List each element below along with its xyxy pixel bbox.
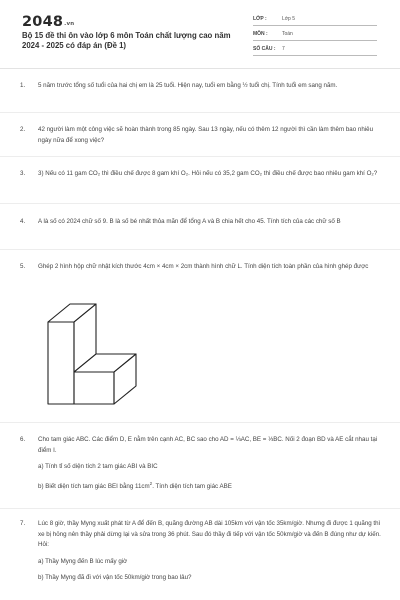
document-header xyxy=(0,0,400,62)
fraction: ⅓ xyxy=(268,436,274,443)
meta-subject-value: Toán xyxy=(282,31,293,37)
question-text: Cho tam giác ABC. Các điểm D, E nằm trên cạnh AC, BC sao cho AD = ⅓AC, BE = ⅓BC. Nối 2 đoạn BD và AE cắt nhau tại điểm I. a) Tính tỉ số diện tích 2 tam giác ABI và BIC b) Biết diện tích tam giác BEI bằng $11cm^2$. Tính diện tích tam giác ABE xyxy=(38,435,383,492)
meta-count-row xyxy=(253,44,377,56)
question-number: 5. xyxy=(20,263,26,270)
figure-face xyxy=(48,304,96,322)
question-number: 3. xyxy=(20,170,26,177)
meta-count-label: SỐ CÂU : xyxy=(253,46,276,52)
meta-class-row xyxy=(253,14,377,26)
sub-question-b: b) Thầy Myng đã đi với vận tốc 50km/giờ trong bao lâu? xyxy=(38,574,192,581)
figure-face xyxy=(114,354,136,404)
question-separator xyxy=(0,422,400,423)
question-text: 3) Nếu có 11 gam CO₂ thì điều chế được 8 gam khí O₂. Hỏi nếu có 35,2 gam CO₂ thì điều chế được bao nhiêu gam khí O₂? xyxy=(38,170,378,177)
question-separator xyxy=(0,203,400,204)
sub-question-a: a) Thầy Myng đến B lúc mấy giờ xyxy=(38,557,128,565)
question-text: 5 năm trước tổng số tuổi của hai chị em là 25 tuổi. Hiện nay, tuổi em bằng ½ tuổi chị. Tính tuổi em sang năm. xyxy=(38,82,338,89)
figure-face xyxy=(74,372,114,404)
meta-class-label: LỚP : xyxy=(253,16,267,22)
question-separator xyxy=(0,508,400,509)
question-text: Ghép 2 hình hộp chữ nhật kích thước 4cm × 4cm × 2cm thành hình chữ L. Tính diện tích toàn phần của hình ghép được xyxy=(38,263,369,270)
fraction: ⅓ xyxy=(235,436,241,443)
meta-subject-row xyxy=(253,29,377,41)
question-text: A là số có 2024 chữ số 9. B là số bé nhất thỏa mãn để tổng A và B chia hết cho 45. Tính tích của các chữ số B xyxy=(38,218,341,225)
meta-class-value: Lớp 5 xyxy=(282,16,296,22)
meta-subject-label: MÔN : xyxy=(253,31,268,37)
figure-face xyxy=(74,304,96,372)
sub-question-b: b) Biết diện tích tam giác BEI bằng $11cm^2$. Tính diện tích tam giác ABE xyxy=(38,480,232,490)
header-divider xyxy=(0,68,400,69)
question-text: Lúc 8 giờ, thầy Myng xuất phát từ A để đến B, quãng đường AB dài 105km với vận tốc 35km/giờ. Nhưng đi được 1 quãng thì xe bị hỏng nên thầy phải dừng lại và sửa trong 36 phút. Sau đó thầy đi tiếp với vận tốc 50km/giờ và đến B đúng như dự kiến. Hỏi: a) Thầy Myng đến B lúc mấy giờ b) Thầy Myng đã đi với vận tốc 50km/giờ trong bao lâu? xyxy=(38,519,383,584)
question-text: 42 người làm một công việc sẽ hoàn thành trong 85 ngày. Sau 13 ngày, nếu có thêm 12 người thì cần làm thêm bao nhiêu ngày nữa để xong việc? xyxy=(38,126,374,144)
question-separator xyxy=(0,112,400,113)
meta-count-value: 7 xyxy=(282,46,285,52)
question-separator xyxy=(0,156,400,157)
question-number: 7. xyxy=(20,520,26,527)
question-number: 4. xyxy=(20,218,26,225)
figure-face xyxy=(48,322,74,404)
question-number: 2. xyxy=(20,126,26,133)
l-shape-figure xyxy=(40,300,140,412)
question-number: 1. xyxy=(20,82,26,89)
question-number: 6. xyxy=(20,436,26,443)
site-logo[interactable]: 2048.vn xyxy=(22,14,75,30)
question-separator xyxy=(0,249,400,250)
sub-question-a: a) Tính tỉ số diện tích 2 tam giác ABI và BIC xyxy=(38,463,158,470)
figure-face xyxy=(74,354,136,372)
fraction: ½ xyxy=(242,82,248,89)
document-title: Bộ 15 đề thi ôn vào lớp 6 môn Toán chất lượng cao năm 2024 - 2025 có đáp án (Đề 1) xyxy=(22,31,231,50)
